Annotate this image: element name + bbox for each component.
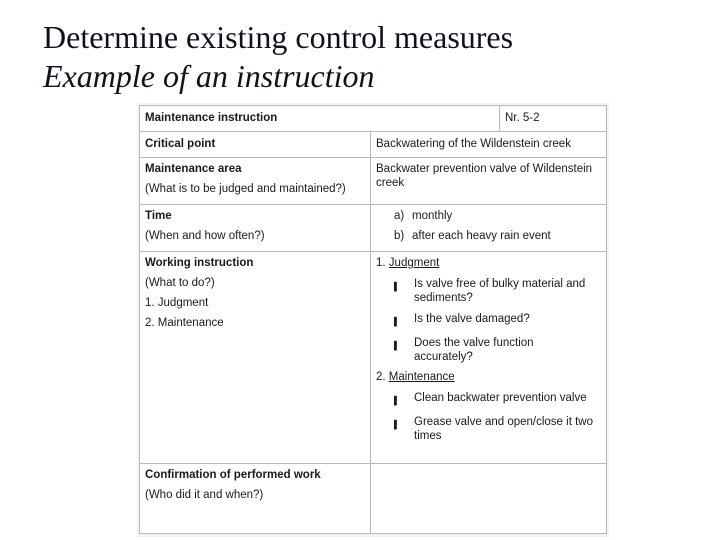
judgment-number: 1. [376, 257, 386, 269]
instruction-document [137, 103, 609, 537]
judgment-bullet [376, 336, 601, 364]
working-instruction-cell [140, 252, 371, 464]
critical-point-row [140, 132, 607, 158]
maintenance-area-row [140, 158, 607, 205]
maintenance-bullet [376, 415, 601, 443]
time-b-text: after each heavy rain event [412, 230, 551, 242]
maintenance-number: 2. [376, 371, 386, 383]
maintenance-section-title [376, 370, 601, 384]
judgment-section-title [376, 256, 601, 270]
confirmation-cell [140, 464, 371, 534]
time-values [371, 205, 607, 252]
maintenance-area-value: Backwater prevention valve of Wildenstein creek [371, 158, 607, 205]
confirmation-label: Confirmation of performed work [145, 469, 321, 481]
instruction-body-table [139, 131, 607, 534]
maintenance-area-cell [140, 158, 371, 205]
bullet-icon: ▌ [394, 396, 400, 405]
critical-point-label: Critical point [140, 132, 371, 158]
critical-point-value: Backwatering of the Wildenstein creek [371, 132, 607, 158]
time-row [140, 205, 607, 252]
bullet-icon: ▌ [394, 282, 400, 291]
maintenance-bullet-text: Grease valve and open/close it two times [414, 416, 593, 442]
working-instruction-question: (What to do?) [145, 277, 215, 289]
time-label: Time [145, 210, 172, 222]
judgment-title: Judgment [388, 257, 440, 269]
maintenance-instruction-table [139, 105, 607, 132]
working-instruction-details [371, 252, 607, 464]
maintenance-area-question: (What is to be judged and maintained?) [145, 183, 346, 195]
working-item-maintenance: 2. Maintenance [145, 317, 224, 329]
time-question: (When and how often?) [145, 230, 265, 242]
instruction-number: Nr. 5-2 [500, 106, 607, 132]
maintenance-bullet-text: Clean backwater prevention valve [414, 392, 587, 404]
confirmation-entry-field[interactable] [371, 464, 607, 534]
working-instruction-row [140, 252, 607, 464]
slide-subtitle: Example of an instruction [43, 58, 375, 94]
maintenance-area-label: Maintenance area [145, 163, 242, 175]
confirmation-question: (Who did it and when?) [145, 489, 264, 501]
time-option-a [376, 209, 601, 223]
time-a-text: monthly [412, 210, 453, 222]
working-instruction-label: Working instruction [145, 257, 254, 269]
time-a-marker: a) [394, 210, 405, 222]
header-row [140, 106, 607, 132]
maintenance-bullet [376, 391, 601, 408]
bullet-icon: ▌ [394, 341, 400, 350]
time-cell [140, 205, 371, 252]
judgment-bullet-text: Does the valve function accurately? [414, 337, 534, 363]
maintenance-title: Maintenance [388, 371, 455, 383]
slide-title: Determine existing control measures [43, 19, 514, 55]
judgment-bullet-text: Is valve free of bulky material and sediments? [414, 278, 586, 304]
header-label: Maintenance instruction [140, 106, 500, 132]
judgment-bullet-text: Is the valve damaged? [414, 313, 530, 325]
bullet-icon: ▌ [394, 317, 400, 326]
bullet-icon: ▌ [394, 420, 400, 429]
working-item-judgment: 1. Judgment [145, 297, 209, 309]
judgment-bullet [376, 312, 601, 329]
time-option-b [376, 229, 601, 243]
judgment-bullet [376, 277, 601, 305]
confirmation-row [140, 464, 607, 534]
time-b-marker: b) [394, 230, 405, 242]
